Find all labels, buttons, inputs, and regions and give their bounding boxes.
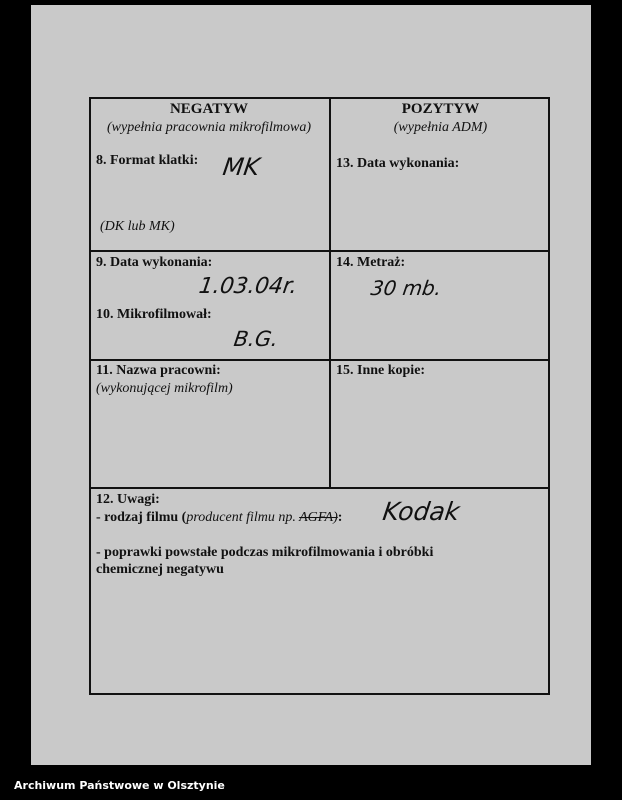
film-type-italic: producent filmu np. (186, 510, 300, 525)
lab-name-label: 11. Nazwa pracowni: (96, 363, 221, 378)
row-divider-2 (91, 359, 548, 361)
pozytyw-title: POZYTYW (401, 101, 480, 117)
format-label: 8. Format klatki: (96, 153, 199, 168)
negative-date-label: 9. Data wykonania: (96, 255, 213, 270)
archive-footer: Archiwum Państwowe w Olsztynie (14, 779, 225, 792)
film-type-line (96, 509, 342, 526)
row-divider-3 (91, 487, 548, 489)
column-divider (329, 99, 331, 489)
negatyw-subtitle: (wypełnia pracownia mikrofilmowa) (106, 120, 312, 135)
microfilm-form (89, 97, 550, 695)
positive-date-label: 13. Data wykonania: (336, 156, 460, 171)
corrections-line-1: - poprawki powstałe podczas mikrofilmowania i obróbki (96, 545, 434, 560)
film-type-struck: AGFA) (299, 510, 338, 525)
format-value: MK (221, 153, 262, 181)
remarks-label: 12. Uwagi: (96, 492, 160, 507)
negative-date-value: 1.03.04r. (197, 274, 299, 299)
negatyw-title: NEGATYW (169, 101, 249, 117)
format-hint: (DK lub MK) (100, 219, 175, 234)
microfilmed-by-value: B.G. (232, 327, 280, 351)
lab-name-hint: (wykonującej mikrofilm) (96, 381, 233, 396)
film-type-prefix: - rodzaj filmu ( (96, 510, 187, 525)
length-value: 30 mb. (369, 276, 444, 300)
film-type-value: Kodak (380, 497, 462, 526)
pozytyw-subtitle: (wypełnia ADM) (393, 120, 488, 135)
length-label: 14. Metraż: (336, 255, 406, 270)
other-copies-label: 15. Inne kopie: (336, 363, 426, 378)
row-divider-1 (91, 250, 548, 252)
microfilmed-by-label: 10. Mikrofilmował: (96, 307, 212, 322)
film-type-end: : (337, 510, 343, 525)
corrections-line-2: chemicznej negatywu (96, 562, 224, 577)
